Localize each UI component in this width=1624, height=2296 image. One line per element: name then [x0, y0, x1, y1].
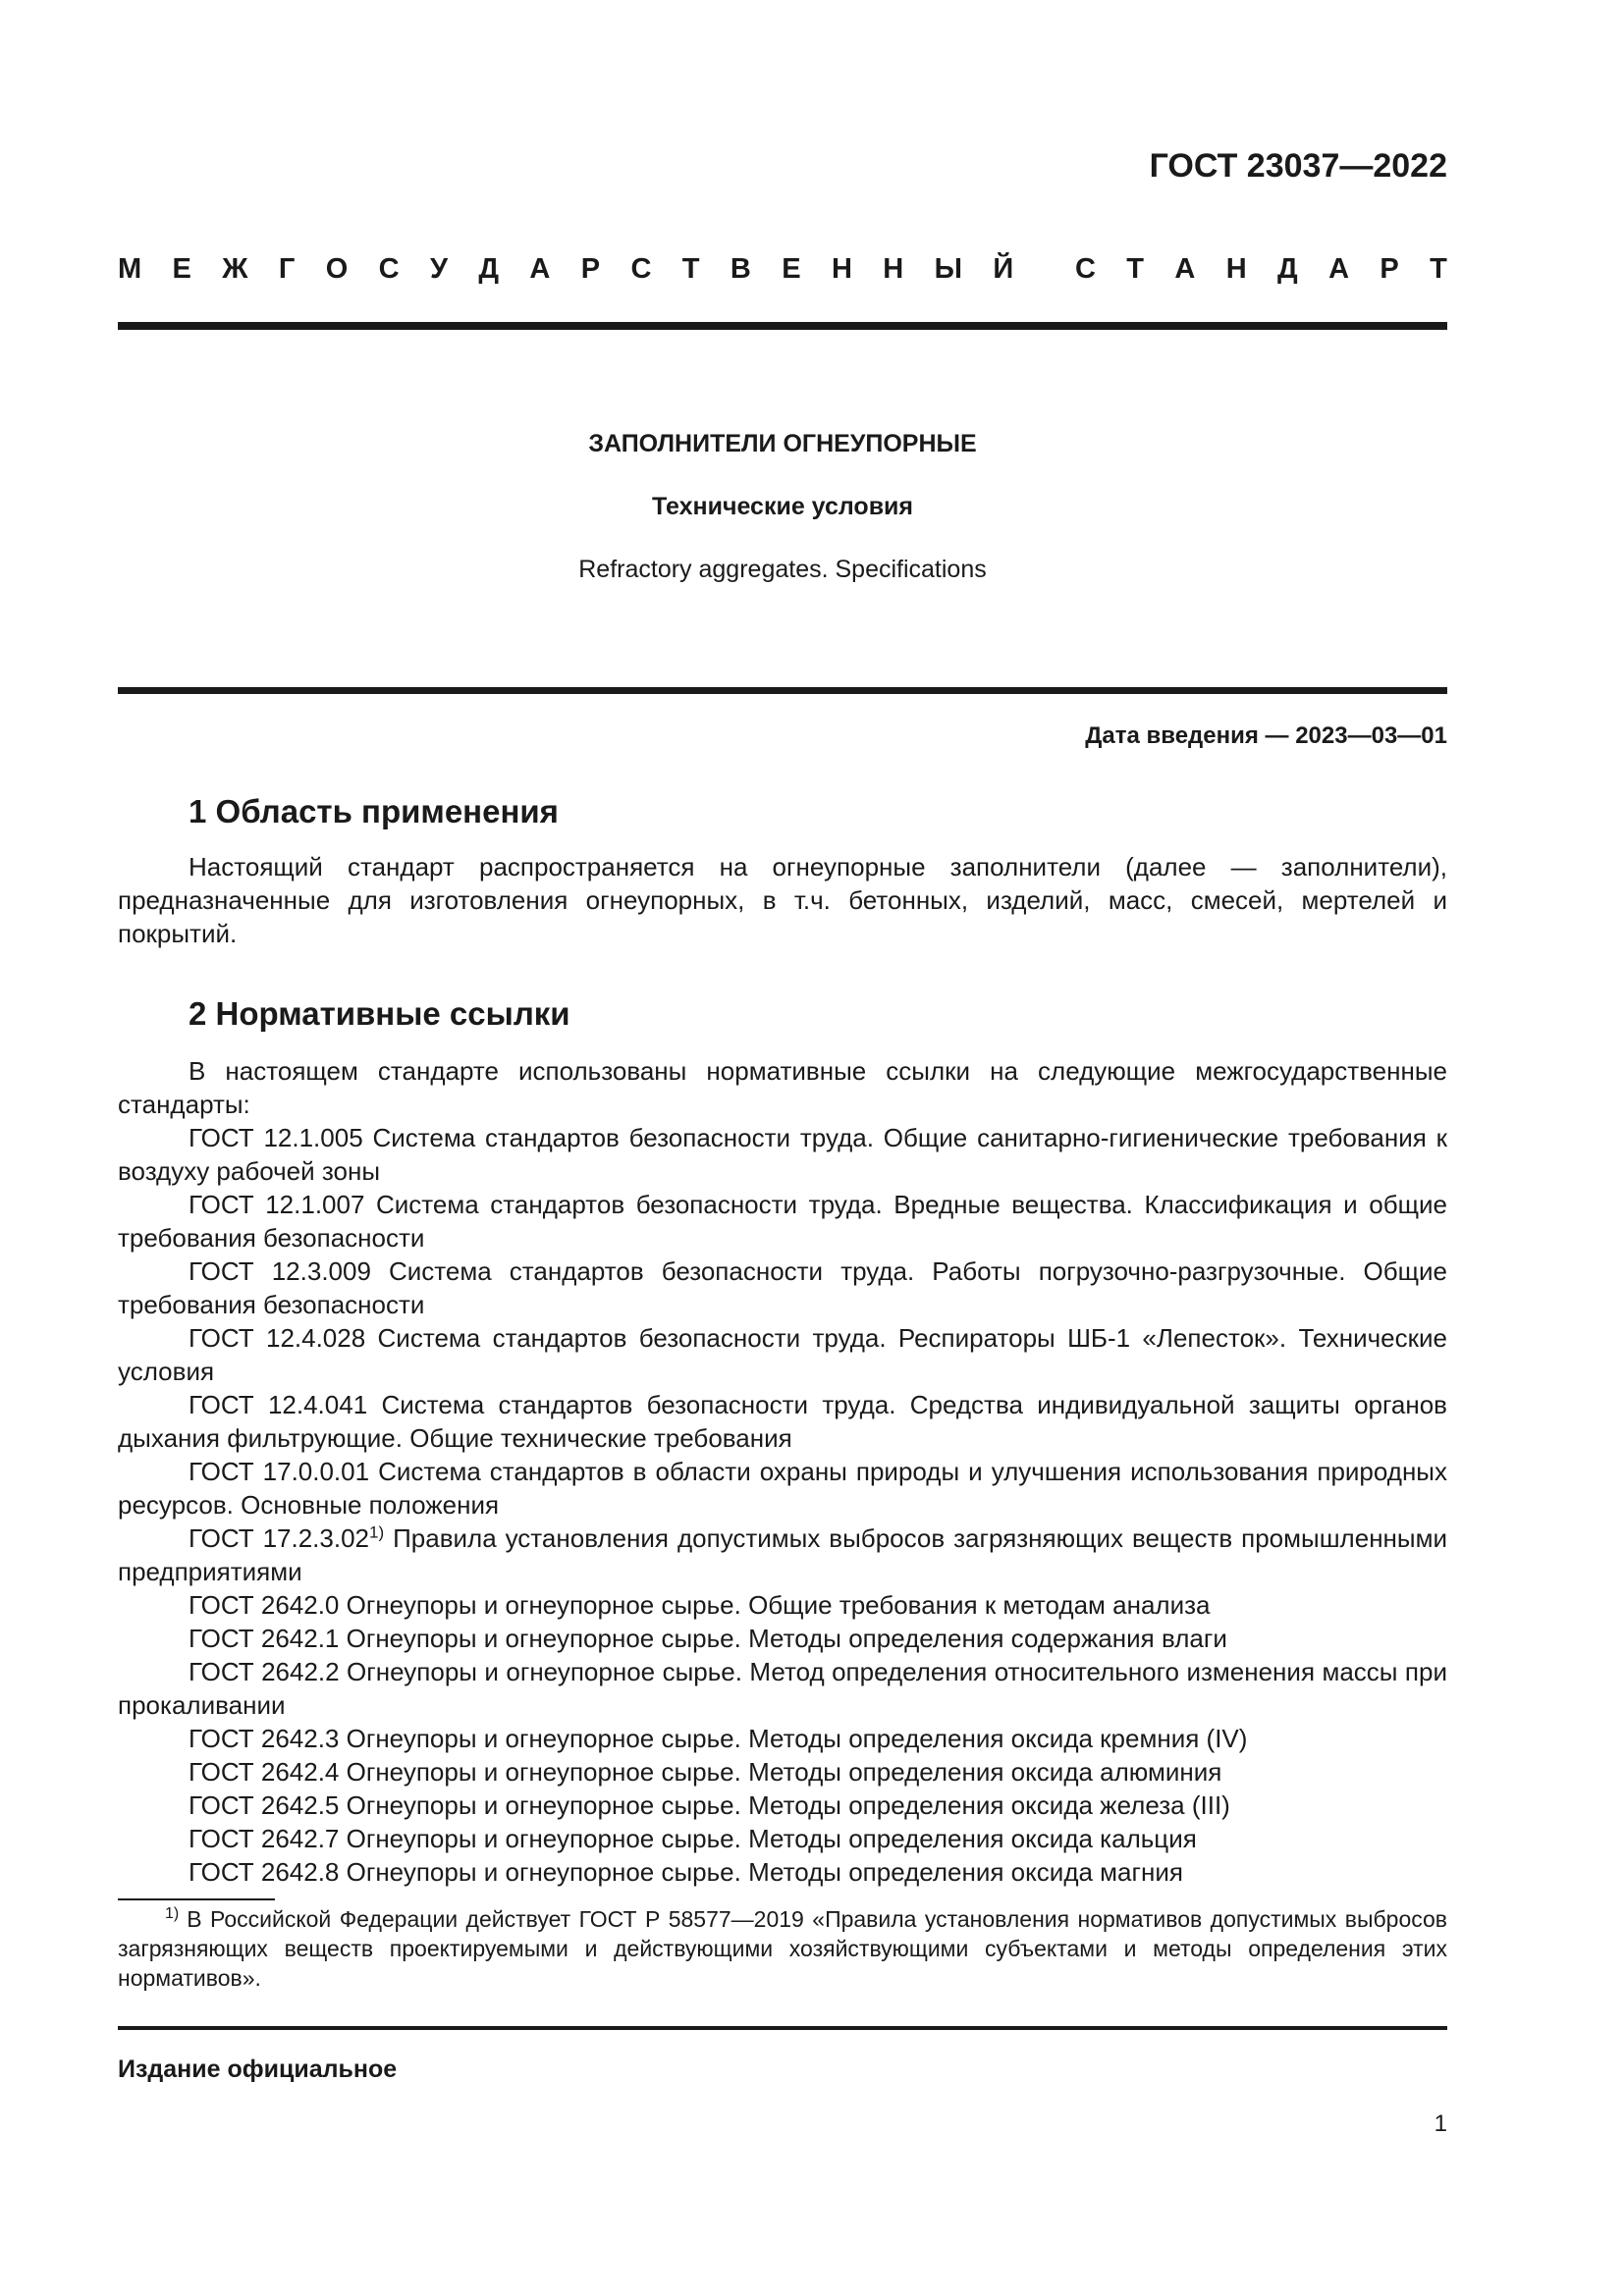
references-list [118, 1054, 1447, 1889]
standard-type-letter: В [730, 253, 751, 285]
standard-type-letter: Т [681, 253, 700, 285]
reference-code: ГОСТ 17.2.3.02 [189, 1523, 370, 1553]
standard-type-letter: У [429, 253, 448, 285]
footer-divider [118, 2026, 1447, 2030]
document-page [118, 0, 1447, 2296]
standard-type-letter: С [378, 253, 400, 285]
references-intro: В настоящем стандарте использованы нормативные ссылки на следующие межгосударственные стандарты: [118, 1056, 1447, 1119]
section-heading-scope: 1 Область применения [189, 793, 559, 829]
standard-type-letter: Р [1380, 253, 1399, 285]
standard-type-heading [118, 253, 1447, 286]
standard-type-letter: А [1328, 253, 1350, 285]
reference-item: ГОСТ 2642.5 Огнеупоры и огнеупорное сырье. Методы определения оксида железа (III) [189, 1790, 1230, 1820]
standard-type-letter: Н [831, 253, 852, 285]
reference-item: ГОСТ 12.4.041 Система стандартов безопасности труда. Средства индивидуальной защиты органов дыхания фильтрующие. Общие технические требования [118, 1390, 1447, 1453]
standard-type-letter: Т [1126, 253, 1145, 285]
reference-item: ГОСТ 2642.3 Огнеупоры и огнеупорное сырье. Методы определения оксида кремния (IV) [189, 1724, 1248, 1753]
title-divider [118, 687, 1447, 694]
standard-type-letter: С [630, 253, 652, 285]
standard-type-letter: Ы [934, 253, 962, 285]
standard-type-letter: О [325, 253, 349, 285]
reference-item: ГОСТ 2642.8 Огнеупоры и огнеупорное сырье. Методы определения оксида магния [189, 1857, 1183, 1887]
reference-item: ГОСТ 2642.4 Огнеупоры и огнеупорное сырье. Методы определения оксида алюминия [189, 1757, 1222, 1787]
document-title: ЗАПОЛНИТЕЛИ ОГНЕУПОРНЫЕ [588, 430, 977, 457]
standard-type-letter: А [529, 253, 551, 285]
standard-type-letter: Н [883, 253, 904, 285]
document-title-en: Refractory aggregates. Specifications [578, 556, 987, 583]
standard-type-letter: Р [580, 253, 601, 285]
standard-type-letter: М [118, 253, 142, 285]
standard-type-letter: Д [478, 253, 500, 285]
reference-item: ГОСТ 12.1.007 Система стандартов безопасности труда. Вредные вещества. Классификация и общие требования безопасности [118, 1190, 1447, 1253]
footnote [118, 1904, 1447, 1993]
edition-label: Издание официальное [118, 2056, 398, 2083]
standard-type-letter: Д [1277, 253, 1298, 285]
standard-type-letter: Н [1225, 253, 1247, 285]
standard-type-letter: Е [782, 253, 801, 285]
reference-item-footnoted [118, 1522, 1447, 1588]
standard-type-letter: Й [993, 253, 1014, 285]
reference-item: ГОСТ 12.4.028 Система стандартов безопасности труда. Респираторы ШБ-1 «Лепесток». Технические условия [118, 1323, 1447, 1386]
footnote-reference-mark[interactable]: 1) [369, 1522, 385, 1542]
footnote-text: В Российской Федерации действует ГОСТ Р 58577—2019 «Правила установления нормативов допустимых выбросов загрязняющих веществ проектируемыми и действующими хозяйствующими субъектами и методы определения этих нормативов». [118, 1906, 1447, 1991]
header-divider [118, 322, 1447, 330]
standard-type-letter: Т [1430, 253, 1447, 285]
standard-type-letter: Ж [222, 253, 248, 285]
document-subtitle: Технические условия [651, 493, 914, 520]
reference-item: ГОСТ 12.1.005 Система стандартов безопасности труда. Общие санитарно-гигиенические требования к воздуху рабочей зоны [118, 1123, 1447, 1186]
reference-item: ГОСТ 2642.2 Огнеупоры и огнеупорное сырье. Метод определения относительного изменения массы при прокаливании [118, 1657, 1447, 1720]
reference-item: ГОСТ 2642.7 Огнеупоры и огнеупорное сырье. Методы определения оксида кальция [189, 1824, 1197, 1853]
reference-title: Правила установления допустимых выбросов загрязняющих веществ промышленными предприятиями [118, 1523, 1447, 1586]
standard-type-letter: Г [278, 253, 296, 285]
reference-item: ГОСТ 2642.1 Огнеупоры и огнеупорное сырье. Методы определения содержания влаги [189, 1624, 1227, 1653]
footnote-mark: 1) [165, 1905, 180, 1923]
reference-item: ГОСТ 2642.0 Огнеупоры и огнеупорное сырье. Общие требования к методам анализа [189, 1590, 1211, 1620]
introduction-date: Дата введения — 2023—03—01 [1085, 722, 1447, 749]
scope-paragraph: Настоящий стандарт распространяется на огнеупорные заполнители (далее — заполнители), предназначенные для изготовления огнеупорных, в т.ч. бетонных, изделий, масс, смесей, мертелей и покрытий. [118, 852, 1447, 948]
section-heading-references: 2 Нормативные ссылки [189, 995, 570, 1032]
reference-item: ГОСТ 17.0.0.01 Система стандартов в области охраны природы и улучшения использования природных ресурсов. Основные положения [118, 1457, 1447, 1520]
reference-item: ГОСТ 12.3.009 Система стандартов безопасности труда. Работы погрузочно-разгрузочные. Общие требования безопасности [118, 1256, 1447, 1319]
document-id: ГОСТ 23037—2022 [1149, 147, 1447, 185]
footnote-divider [118, 1898, 275, 1900]
standard-type-letter: А [1174, 253, 1196, 285]
page-number: 1 [1434, 2110, 1447, 2137]
standard-type-letter: Е [172, 253, 191, 285]
standard-type-letter: С [1074, 253, 1096, 285]
